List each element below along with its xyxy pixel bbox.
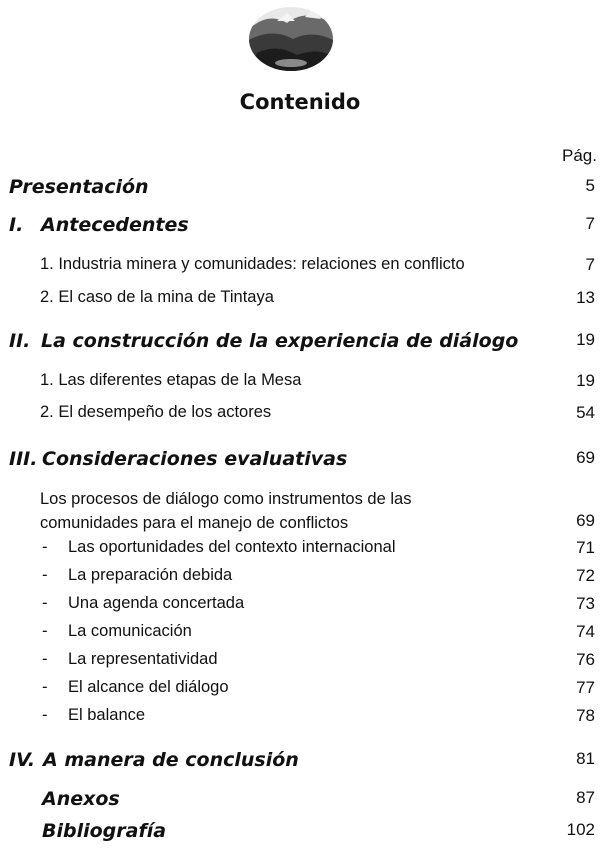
bullet-dash: - bbox=[42, 706, 48, 724]
toc-page: 19 bbox=[576, 330, 595, 349]
toc-label: Consideraciones evaluativas bbox=[42, 448, 348, 470]
toc-entry-agenda[interactable] bbox=[0, 594, 600, 620]
bullet-dash: - bbox=[42, 650, 48, 668]
bullet-dash: - bbox=[42, 566, 48, 584]
toc-page: 19 bbox=[576, 371, 595, 390]
bullet-dash: - bbox=[42, 622, 48, 640]
toc-label: Presentación bbox=[9, 176, 149, 198]
toc-label: 2. El desempeño de los actores bbox=[40, 403, 272, 421]
page-title: Contenido bbox=[239, 90, 361, 114]
bullet-dash: - bbox=[42, 678, 48, 696]
toc-label: A manera de conclusión bbox=[43, 749, 299, 771]
toc-page: 81 bbox=[576, 749, 595, 768]
toc-entry-bibliografia[interactable] bbox=[0, 820, 600, 846]
toc-label: Antecedentes bbox=[41, 214, 189, 236]
toc-entry-industria-minera[interactable] bbox=[0, 255, 600, 281]
toc-page: 73 bbox=[576, 594, 595, 613]
toc-page: 5 bbox=[585, 176, 595, 195]
toc-entry-anexos[interactable] bbox=[0, 788, 600, 814]
toc-numeral: IV. bbox=[9, 749, 36, 771]
toc-page: 69 bbox=[576, 511, 595, 530]
toc-numeral: II. bbox=[9, 330, 31, 352]
toc-entry-preparacion[interactable] bbox=[0, 566, 600, 592]
toc-page: 76 bbox=[576, 650, 595, 669]
toc-label: 2. El caso de la mina de Tintaya bbox=[40, 288, 274, 306]
toc-entry-desempeno-actores[interactable] bbox=[0, 403, 600, 429]
toc-numeral: III. bbox=[9, 448, 38, 470]
toc-entry-oportunidades[interactable] bbox=[0, 538, 600, 564]
toc-page: 69 bbox=[576, 448, 595, 467]
toc-page: 77 bbox=[576, 678, 595, 697]
toc-entry-antecedentes[interactable] bbox=[0, 214, 600, 240]
bullet-dash: - bbox=[42, 538, 48, 556]
toc-page: 71 bbox=[576, 538, 595, 557]
toc-label-line-2: comunidades para el manejo de conflictos bbox=[40, 514, 349, 532]
toc-entry-caso-tintaya[interactable] bbox=[0, 288, 600, 314]
toc-entry-comunicacion[interactable] bbox=[0, 622, 600, 648]
page-column-header: Pág. bbox=[562, 146, 597, 165]
toc-page: 102 bbox=[566, 820, 595, 839]
mountain-landscape-logo bbox=[247, 1, 335, 73]
toc-label: Las oportunidades del contexto internacional bbox=[68, 538, 396, 556]
toc-page: 13 bbox=[576, 288, 595, 307]
toc-page: 7 bbox=[585, 214, 595, 233]
toc-page: 72 bbox=[576, 566, 595, 585]
toc-entry-consideraciones[interactable] bbox=[0, 448, 600, 474]
toc-label: La comunicación bbox=[68, 622, 192, 640]
toc-entry-alcance[interactable] bbox=[0, 678, 600, 704]
toc-label: La representatividad bbox=[68, 650, 218, 668]
toc-page: 54 bbox=[576, 403, 595, 422]
toc-label: 1. Las diferentes etapas de la Mesa bbox=[40, 371, 302, 389]
toc-entry-procesos-page bbox=[0, 511, 600, 537]
toc-entry-etapas-mesa[interactable] bbox=[0, 371, 600, 397]
toc-label: Una agenda concertada bbox=[68, 594, 245, 612]
toc-entry-balance[interactable] bbox=[0, 706, 600, 732]
toc-page: 74 bbox=[576, 622, 595, 641]
toc-label: Anexos bbox=[42, 788, 120, 810]
toc-entry-construccion-dialogo[interactable] bbox=[0, 330, 600, 356]
toc-entry-presentacion[interactable] bbox=[0, 176, 600, 202]
toc-page: 78 bbox=[576, 706, 595, 725]
toc-label: Bibliografía bbox=[42, 820, 167, 842]
toc-label: 1. Industria minera y comunidades: relaciones en conflicto bbox=[40, 255, 465, 273]
toc-label: El alcance del diálogo bbox=[68, 678, 229, 696]
toc-label: El balance bbox=[68, 706, 146, 724]
toc-numeral: I. bbox=[9, 214, 24, 236]
toc-page: 87 bbox=[576, 788, 595, 807]
toc-label: La construcción de la experiencia de diálogo bbox=[41, 330, 519, 352]
toc-entry-conclusion[interactable] bbox=[0, 749, 600, 775]
toc-label-line-1: Los procesos de diálogo como instrumentos de las bbox=[40, 490, 412, 508]
bullet-dash: - bbox=[42, 594, 48, 612]
toc-label: La preparación debida bbox=[68, 566, 233, 584]
toc-page: 7 bbox=[585, 255, 595, 274]
toc-entry-representatividad[interactable] bbox=[0, 650, 600, 676]
